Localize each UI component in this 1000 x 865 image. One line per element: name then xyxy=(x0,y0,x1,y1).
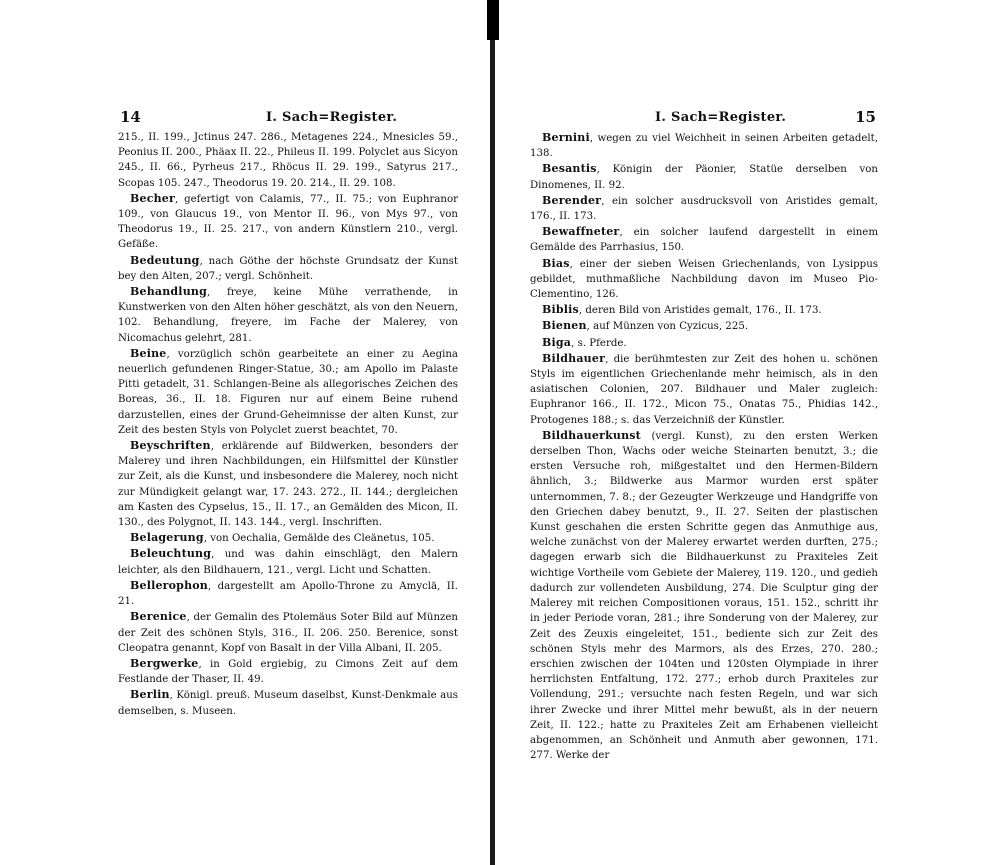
index-entry xyxy=(118,253,458,284)
index-entry xyxy=(530,351,878,428)
index-entry xyxy=(118,609,458,656)
index-entry-text: , freye, keine Mühe verrathende, in Kunstwerken von den Alten höher geschätzt, als von den Neuern, 102. Behandlung, freyere, im Fache der Malerey, von Nicomachus gelehrt, 281. xyxy=(118,287,458,344)
right-page-number: 15 xyxy=(855,108,876,126)
index-entry xyxy=(530,256,878,303)
left-page-body xyxy=(118,130,458,719)
index-keyword: Belagerung xyxy=(130,531,204,545)
index-entry-text: , der Gemalin des Ptolemäus Soter Bild auf Münzen der Zeit des schönen Styls, 316., II. 206. 250. Berenice, sonst Cleopatra genannt, Kopf von Basalt in der Villa Albani, II. 205. xyxy=(118,612,458,654)
index-entry xyxy=(530,318,878,334)
index-keyword: Becher xyxy=(130,191,175,205)
index-keyword: Bellerophon xyxy=(130,578,209,592)
index-keyword: Bienen xyxy=(542,319,587,333)
index-entry-text: , die berühmtesten zur Zeit des hohen u. schönen Styls im eigentlichen Griechenlande mehr heimisch, als in den asiatischen Colonien, 207. Bildhauer und Maler zugleich: Euphranor 166., II. 172., Micon 75., Onatas 75., Phidias 142., Protogenes 188.; s. das Verzeichniß der Künstler. xyxy=(530,353,878,426)
index-entry-text: , deren Bild von Aristides gemalt, 176., II. 173. xyxy=(578,305,822,317)
index-keyword: Bias xyxy=(542,256,570,270)
right-page xyxy=(530,108,878,763)
right-page-header xyxy=(530,108,878,130)
index-entry-text: (vergl. Kunst), zu den ersten Werken derselben Thon, Wachs oder weiche Steinarten benutzt, 3.; die ersten Versuche roh, mißgestaltet und den Hermen-Bildern ähnlich, 3.; Bildwerke aus Marmor wurden erst später unternommen, 7. 8.; der Gezeugter Werkzeuge und Handgriffe von den Griechen dabey benutzt, 9., II. 27. Seiten der plastischen Kunst geschahen die ersten Schritte gegen das Anmuthige aus, welche zunächst von der Malerey erwartet werden durften, 275.; dagegen erwarb sich die Bildhauerkunst zu Praxiteles Zeit wichtige Vortheile vom Gebiete der Malerey, 119. 120., und gedieh dadurch zur vollendeten Ausbildung, 274. Die Sculptur ging der Malerey mit reichen Compositionen voraus, 151. 152., schritt ihr in jeder Periode voran, 281.; ihre Sonderung von der Malerey, zur Zeit des Zeuxis eingeleitet, 151., bediente sich zur Zeit des schönen Styls mehr des Marmors, als des Erzes, 270. 280.; erschien zwischen der 104ten und 120sten Olympiade in ihrer herrlichsten Entfaltung, 172. 277.; erhob durch Praxiteles zur Vollendung, 291.; versuchte nach festen Regeln, und war sich ihrer Zwecke und ihrer Mittel mehr bewußt, als in der neuern Zeit, II. 122.; hatte zu Praxiteles Zeit am Erhabenen vielleicht abgenommen, an Schönheit und Anmuth aber gewonnen, 171. 277. Werke der xyxy=(530,430,878,762)
index-entry xyxy=(118,346,458,438)
index-entry-text: , dargestellt am Apollo-Throne zu Amyclä, II. 21. xyxy=(118,580,458,608)
index-entry-text: , wegen zu viel Weichheit in seinen Arbeiten getadelt, 138. xyxy=(530,133,878,160)
index-entry xyxy=(118,438,458,530)
index-entry xyxy=(118,687,458,718)
index-entry xyxy=(530,428,878,763)
index-keyword: Bedeutung xyxy=(130,253,200,267)
index-entry-text: , ein solcher ausdrucksvoll von Aristides gemalt, 176., II. 173. xyxy=(530,195,878,223)
left-running-title: I. Sach=Register. xyxy=(266,110,398,125)
index-entry xyxy=(530,130,878,161)
index-keyword: Biblis xyxy=(542,303,579,317)
left-page xyxy=(118,108,458,719)
index-keyword: Bewaffneter xyxy=(542,225,620,239)
index-entry-text: , in Gold ergiebig, zu Cimons Zeit auf dem Festlande der Thaser, II. 49. xyxy=(118,658,458,686)
index-entry-text: , gefertigt von Calamis, 77., II. 75.; von Euphranor 109., von Glaucus 19., von Mentor II. 96., von Mys 97., von Theodorus 19., II. 25. 217., von andern Künstlern 210., vergl. Gefäße. xyxy=(118,193,458,251)
index-keyword: Bildhauer xyxy=(542,351,606,365)
index-entry xyxy=(530,335,878,351)
index-entry-text: , s. Pferde. xyxy=(571,337,627,349)
index-entry xyxy=(118,130,458,191)
index-entry xyxy=(530,193,878,224)
index-entry xyxy=(118,191,458,253)
index-keyword: Bernini xyxy=(542,131,590,144)
book-spine-shadow xyxy=(487,0,499,40)
index-entry-text: 215., II. 199., Jctinus 247. 286., Metagenes 224., Mnesicles 59., Peonius II. 200., Phäax II. 22., Phileus II. 199. Polyclet aus Sicyon 245., II. 66., Pyrheus 217., Rhöcus II. 29. 199., Satyrus 217., Scopas 105. 247., Theodorus 19. 20. 214., II. 29. 108. xyxy=(118,132,458,189)
index-entry xyxy=(118,578,458,609)
index-entry-text: , erklärende auf Bildwerken, besonders der Malerey und ihren Nachbildungen, ein Hilfsmittel der Künstler zur Zeit, als die Kunst, und insbesondere die Malerey, noch nicht zur Mündigkeit gelangt war, 17. 243. 272., II. 144.; dergleichen am Kasten des Cypselus, 15., II. 17., an Gemälden des Micon, II. 130., des Polygnot, II. 143. 144., vergl. Inschriften. xyxy=(118,441,458,529)
left-page-header xyxy=(118,108,458,130)
index-entry-text: , ein solcher laufend dargestellt in einem Gemälde des Parrhasius, 150. xyxy=(530,227,878,254)
index-keyword: Beleuchtung xyxy=(130,547,212,561)
index-keyword: Bildhauerkunst xyxy=(542,428,641,442)
index-entry-text: , Königin der Päonier, Statüe derselben von Dinomenes, II. 92. xyxy=(530,164,878,191)
index-keyword: Berlin xyxy=(130,688,170,702)
right-running-title: I. Sach=Register. xyxy=(655,110,787,125)
index-entry-text: , und was dahin einschlägt, den Malern leichter, als den Bildhauern, 121., vergl. Licht und Schatten. xyxy=(118,549,458,576)
index-entry xyxy=(118,546,458,577)
index-keyword: Besantis xyxy=(542,162,597,176)
book-gutter xyxy=(490,40,495,865)
index-keyword: Behandlung xyxy=(130,285,207,299)
index-keyword: Berenice xyxy=(130,610,187,624)
index-entry xyxy=(118,530,458,546)
index-keyword: Biga xyxy=(542,335,572,349)
index-entry-text: , nach Göthe der höchste Grundsatz der Kunst bey den Alten, 207.; vergl. Schönheit. xyxy=(118,255,458,282)
index-entry-text: , von Oechalia, Gemälde des Cleänetus, 105. xyxy=(203,533,435,545)
index-entry xyxy=(530,224,878,255)
index-keyword: Berender xyxy=(542,193,602,207)
index-entry xyxy=(118,284,458,346)
index-keyword: Beyschriften xyxy=(130,439,211,453)
index-entry-text: , einer der sieben Weisen Griechenlands, von Lysippus gebildet, muthmaßliche Nachbildung davon im Museo Pio-Clementino, 126. xyxy=(530,258,878,301)
right-page-body xyxy=(530,130,878,763)
index-entry xyxy=(530,302,878,318)
index-keyword: Beine xyxy=(130,346,167,360)
index-entry xyxy=(118,656,458,687)
index-keyword: Bergwerke xyxy=(130,656,199,670)
left-page-number: 14 xyxy=(120,108,141,126)
index-entry-text: , Königl. preuß. Museum daselbst, Kunst-Denkmale aus demselben, s. Museen. xyxy=(118,690,458,717)
index-entry-text: , vorzüglich schön gearbeitete an einer zu Aegina neuerlich gefundenen Ringer-Statue, 30.; am Apollo im Palaste Pitti getadelt, 31. Schlangen-Beine als allegorisches Zeichen des Boreas, 36., II. 18. Figuren nur auf einem Beine ruhend darzustellen, eines der Grund-Geheimnisse der alten Kunst, zur Zeit des besten Styls von Polyclet zuerst beachtet, 70. xyxy=(118,348,458,436)
index-entry-text: , auf Münzen von Cyzicus, 225. xyxy=(586,321,749,333)
index-entry xyxy=(530,161,878,192)
